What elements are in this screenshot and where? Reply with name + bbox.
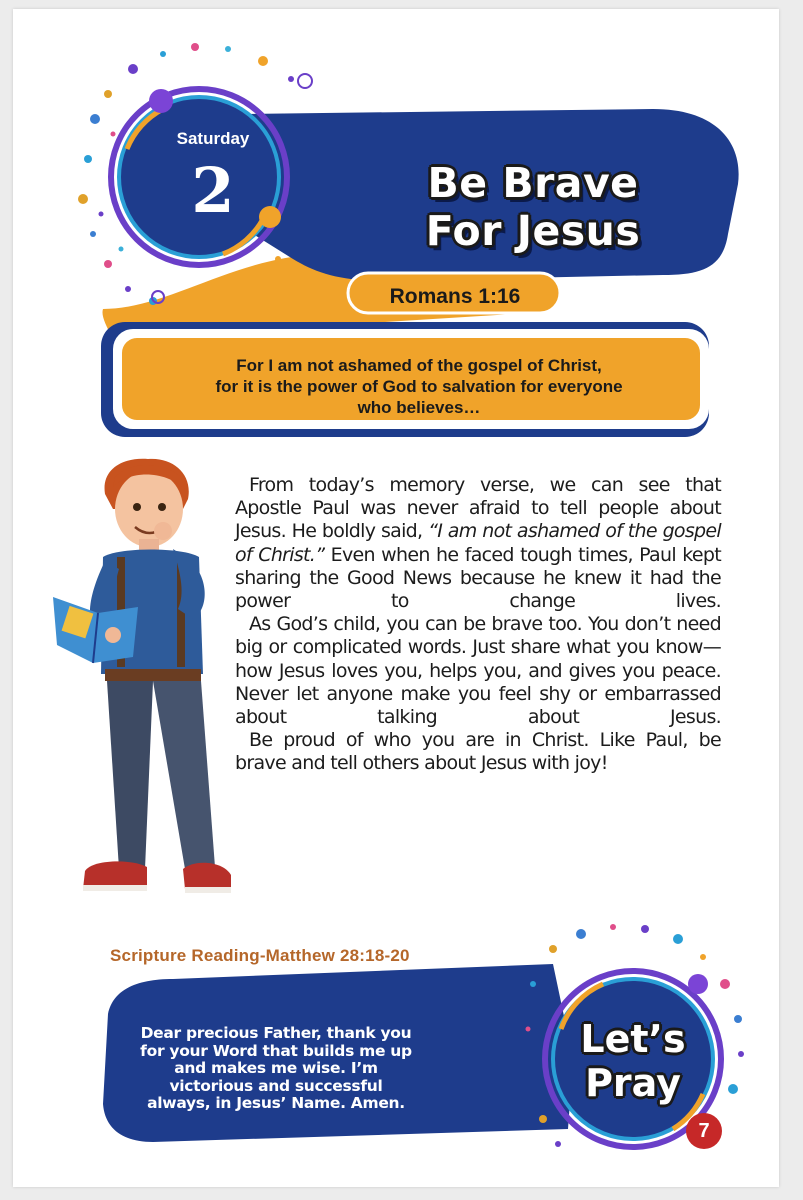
title-line-2: For Jesus <box>425 207 641 255</box>
devotional-page <box>13 9 779 1187</box>
lets-label: Let’s <box>580 1017 686 1061</box>
verse-line-3: who believes… <box>357 398 481 417</box>
boy-illustration <box>53 459 231 893</box>
devotional-text <box>235 474 721 776</box>
quoted-verse: “I am not ashamed of the gospel of Christ.” <box>235 520 721 566</box>
scripture-reading: Scripture Reading-Matthew 28:18-20 <box>110 946 410 965</box>
page-number: 7 <box>686 1113 722 1149</box>
memory-verse <box>149 355 689 418</box>
verse-line-2: for it is the power of God to salvation for everyone <box>215 377 623 396</box>
purple-dot <box>149 89 173 113</box>
pray-label: Pray <box>585 1061 681 1105</box>
day-label: Saturday <box>176 129 250 148</box>
lets-pray-badge <box>563 1017 703 1105</box>
date-number: 2 <box>191 154 235 227</box>
page-title <box>353 159 713 255</box>
prayer-text: Dear precious Father, thank you for your Word that builds me up and makes me wise. I’m victorious and successful always, in Jesus’ Name. Amen. <box>140 1024 412 1112</box>
title-line-1: Be Brave <box>427 159 639 207</box>
paragraph-2: As God’s child, you can be brave too. You don’t need big or complicated words. Just share what you know—how Jesus loves you, helps you, and gives you peace. Never let anyone make you feel shy or embarrassed about talking about Jesus. <box>235 613 721 729</box>
orange-dot <box>259 206 281 228</box>
paragraph-1-start: From today’s memory verse, we can see that Apostle Paul was never afraid to tell people about Jesus. He boldly said, <box>235 474 721 543</box>
paragraph-3: Be proud of who you are in Christ. Like Paul, be brave and tell others about Jesus with joy! <box>235 729 721 775</box>
paragraph-1 <box>235 474 721 613</box>
paragraph-1-end: Even when he faced tough times, Paul kept sharing the Good News because he knew it had the power to change lives. <box>235 543 721 613</box>
scripture-reference: Romans 1:16 <box>389 285 521 308</box>
verse-line-1: For I am not ashamed of the gospel of Christ, <box>236 356 602 375</box>
